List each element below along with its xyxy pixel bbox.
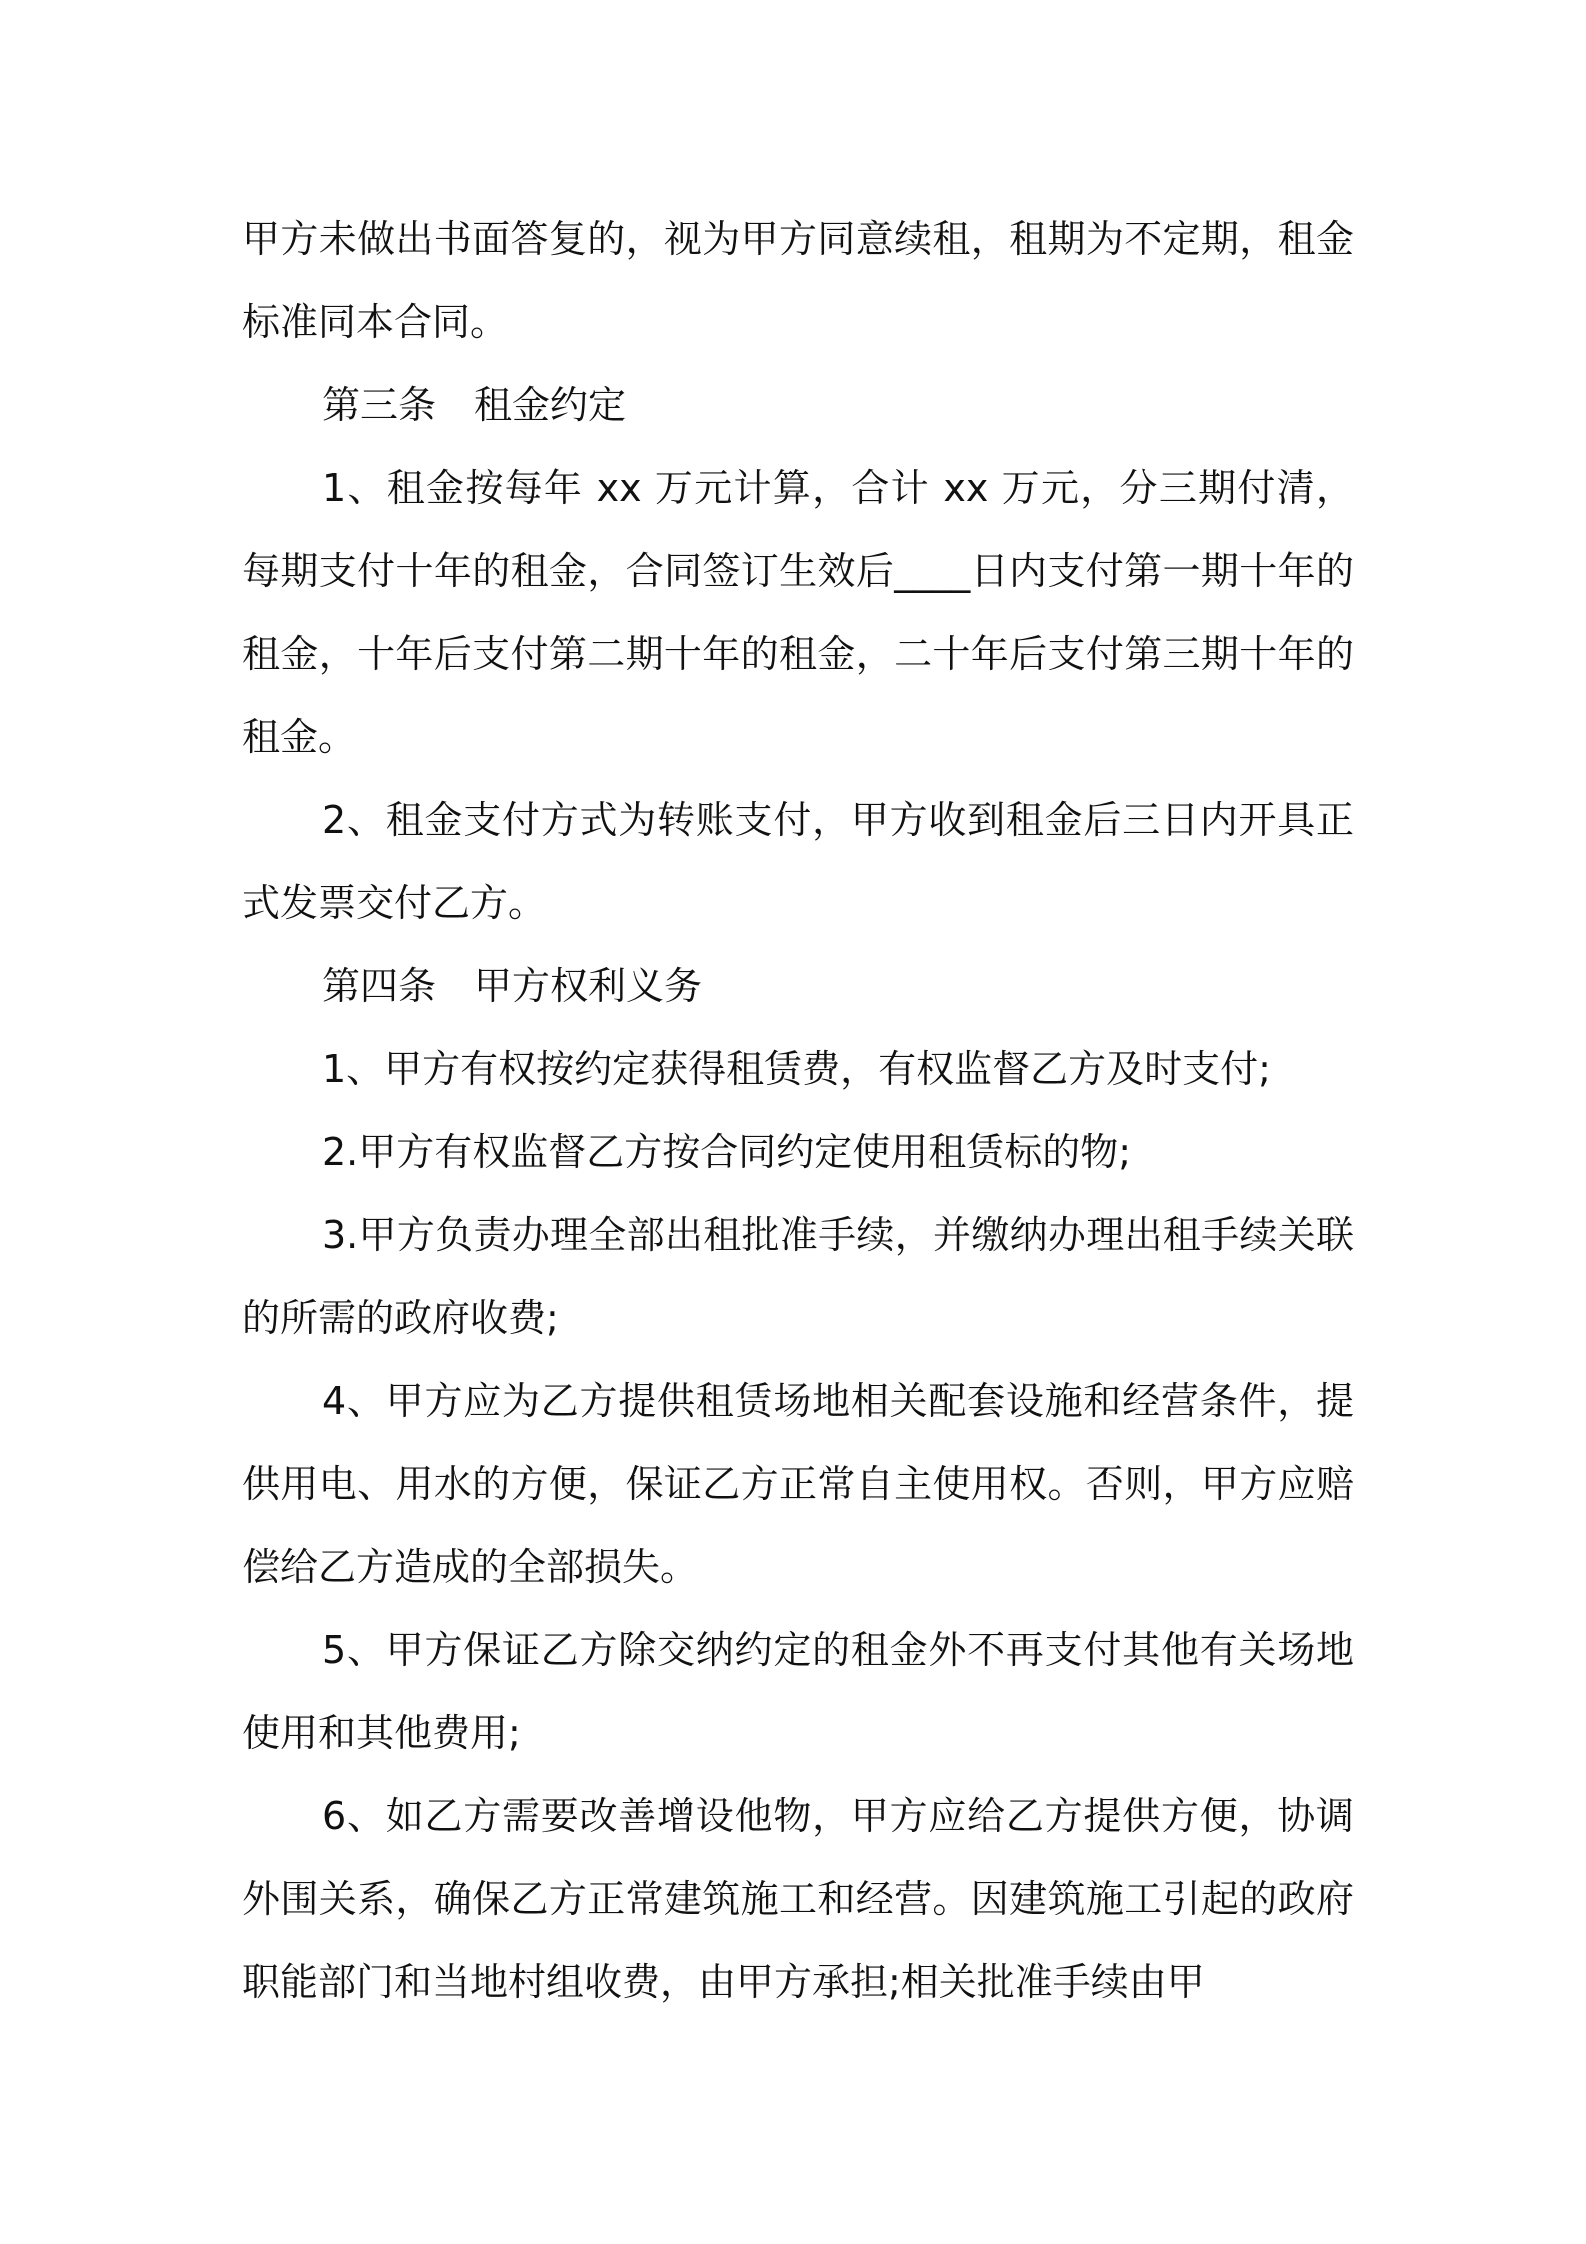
article-3-heading: 第三条 租金约定 [322,383,627,427]
article-4-clause-5: 5、甲方保证乙方除交纳约定的租金外不再支付其他有关场地使用和其他费用; [242,1628,1354,1755]
article-4-heading: 第四条 甲方权利义务 [322,964,703,1008]
article-4-clause-4: 4、甲方应为乙方提供租赁场地相关配套设施和经营条件，提供用电、用水的方便，保证乙方正常自主使用权。否则，甲方应赔偿给乙方造成的全部损失。 [242,1379,1354,1589]
article-4-clause-2: 2.甲方有权监督乙方按合同约定使用租赁标的物; [322,1130,1132,1174]
article-4-clause-6: 6、如乙方需要改善增设他物，甲方应给乙方提供方便，协调外围关系，确保乙方正常建筑施工和经营。因建筑施工引起的政府职能部门和当地村组收费，由甲方承担;相关批准手续由甲 [242,1794,1354,2004]
article-4-clause-3: 3.甲方负责办理全部出租批准手续，并缴纳办理出租手续关联的所需的政府收费; [242,1213,1354,1340]
article-4-clause-1: 1、甲方有权按约定获得租赁费，有权监督乙方及时支付; [322,1047,1271,1091]
paragraph-continuation: 甲方未做出书面答复的，视为甲方同意续租，租期为不定期，租金标准同本合同。 [242,217,1354,344]
article-3-clause-1: 1、租金按每年 xx 万元计算，合计 xx 万元，分三期付清，每期支付十年的租金，合同签订生效后____日内支付第一期十年的租金，十年后支付第二期十年的租金，二十年后支付第三期十年的租金。 [242,466,1354,759]
document-page [242,198,1354,2024]
article-3-clause-2: 2、租金支付方式为转账支付，甲方收到租金后三日内开具正式发票交付乙方。 [242,798,1354,925]
